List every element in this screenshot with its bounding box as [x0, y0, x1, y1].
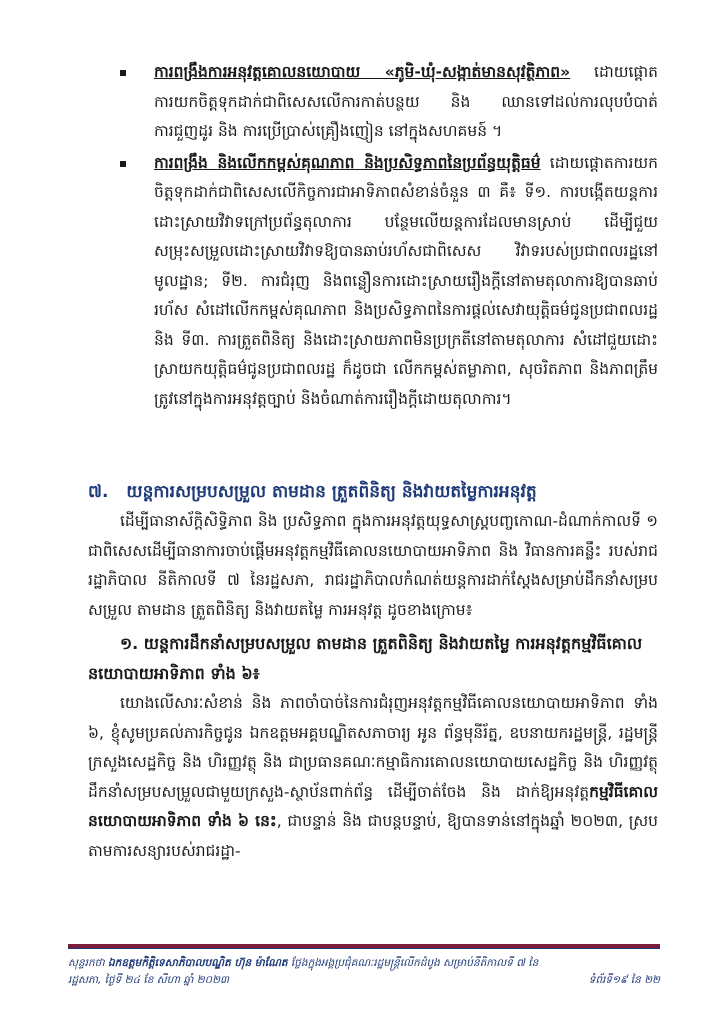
- section-heading: [88, 477, 658, 507]
- section-title: យន្តការសម្របសម្រួល តាមដាន ត្រួតពិនិត្យ និងវាយតម្លៃការអនុវត្ត: [126, 482, 537, 502]
- footer-date: រដ្ឋសភា, ថ្ងៃទី ២៤ ខែ សីហា ឆ្នាំ ២០២៣: [68, 974, 230, 986]
- bullet-icon: [120, 70, 126, 76]
- bullet-body: ដោយផ្តោតការយកចិត្តទុកដាក់ជាពិសេសលើកិច្ចការជាអាទិភាពសំខាន់ចំនួន ៣ គឺ៖ ទី១. ការបង្កើតយន្តការដោះស្រាយវិវាទក្រៅប្រព័ន្ធតុលាការ បន្ថែមលើយន្តការដែលមានស្រាប់ ដើម្បីជួយសម្រុះសម្រួលដោះស្រាយវិវាទឱ្យបានឆាប់រហ័សជាពិសេស វិវាទរបស់ប្រជាពលរដ្ឋនៅមូលដ្ឋាន; ទី២. ការជំរុញ និងពន្លឿនការដោះស្រាយរឿងក្តីនៅតាមតុលាការឱ្យបានឆាប់រហ័ស សំដៅលើកកម្ពស់គុណភាព និងប្រសិទ្ធភាពនៃការផ្តល់សេវាយុត្តិធម៌ជូនប្រជាពលរដ្ឋ និង ទី៣. ការត្រួតពិនិត្យ និងដោះស្រាយភាពមិនប្រក្រតីនៅតាមតុលាការ សំដៅជួយដោះស្រាយកយុត្តិធម៌ជូនប្រជាពលរដ្ឋ ក៏ដូចជា លើកកម្ពស់តម្លាភាព, សុចរិតភាព និងភាពត្រឹមត្រូវនៅក្នុងការអនុវត្តច្បាប់ និងចំណាត់ការរឿងក្តីដោយតុលាការ។: [154, 153, 658, 408]
- bullet-lead: ការពង្រឹងការអនុវត្តគោលនយោបាយ «ភូមិ-ឃុំ-សង្កាត់មានសុវត្ថិភាព»: [154, 63, 571, 81]
- bullet-icon: [120, 161, 126, 167]
- subsection-text-bold: កម្មវិធីគោលនយោបាយអាទិភាព ទាំង ៦ នេះ: [88, 782, 658, 830]
- footer-divider: [68, 944, 660, 949]
- subsection-text-a: យោងលើសារៈសំខាន់ និង ភាពចាំបាច់នៃការជំរុញអនុវត្តកម្មវិធីគោលនយោបាយអាទិភាព ទាំង ៦, ខ្ញុំសូមប្រគល់ភារកិច្ចជូន ឯកឧត្តមអគ្គបណ្ឌិតសភាចារ្យ អូន ព័ន្ធមុនីរ័ត្ន, ឧបនាយករដ្ឋមន្ត្រី, រដ្ឋមន្ត្រីក្រសួងសេដ្ឋកិច្ច និង ហិរញ្ញវត្ថុ និង ជាប្រធានគណៈកម្មាធិការគោលនយោបាយសេដ្ឋកិច្ច និង ហិរញ្ញវត្ថុ ដឹកនាំសម្របសម្រួលជាមួយក្រសួង-ស្ថាប័នពាក់ព័ន្ធ ដើម្បីចាត់ចែង និង ដាក់ឱ្យអនុវត្ត: [88, 694, 658, 801]
- subsection-heading: ១. យន្តការដឹកនាំសម្របសម្រួល តាមដាន ត្រួតពិនិត្យ និងវាយតម្លៃ ការអនុវត្តកម្មវិធីគោលនយោបាយអាទិភាព ទាំង ៦៖: [88, 634, 643, 683]
- section-number: ៧.: [88, 482, 109, 502]
- bullet-body: ដោយផ្តោតការយកចិត្តទុកដាក់ជាពិសេសលើការកាត់បន្ថយ និង ឈានទៅដល់ការលុបបំបាត់ ការជួញដូរ និង ការប្រើប្រាស់គ្រឿងញៀន នៅក្នុងសហគមន៍ ។: [154, 63, 658, 140]
- bullet-lead: ការពង្រឹង និងលើកកម្ពស់គុណភាព និងប្រសិទ្ធភាពនៃប្រព័ន្ធយុត្តិធម៌: [154, 153, 541, 172]
- page-number: ទំព័រទី១៩ នៃ ២២: [588, 974, 660, 986]
- bullet-item: [120, 149, 658, 415]
- page-footer: [68, 944, 660, 989]
- footer-occasion: ថ្លែងក្នុងអង្គប្រជុំគណៈរដ្ឋមន្ត្រីលើកដំបូង សម្រាប់នីតិកាលទី ៧ នៃ: [287, 957, 539, 969]
- bullet-list: [120, 58, 658, 414]
- subsection-text-b: , ជាបន្ទាន់ និង ជាបន្តបន្ទាប់, ឱ្យបានទាន់នៅក្នុងឆ្នាំ ២០២៣, ស្របតាមការសន្យារបស់រាជរដ្ឋា-: [88, 812, 658, 860]
- section-7: [88, 477, 658, 866]
- footer-speaker: ឯកឧត្តមកិត្តិទេសាភិបាលបណ្ឌិត ហ៊ុន ម៉ាណែត: [108, 957, 288, 969]
- bullet-item: [120, 58, 658, 147]
- footer-line-1: [68, 955, 660, 972]
- subsection-paragraph: [88, 689, 658, 866]
- section-intro-paragraph: ដើម្បីធានាស័ក្តិសិទ្ធិភាព និង ប្រសិទ្ធភាព ក្នុងការអនុវត្តយុទ្ធសាស្ត្របញ្ចកោណ-ដំណាក់កាលទី ១ ជាពិសេសដើម្បីធានាការចាប់ផ្តើមអនុវត្តកម្មវិធីគោលនយោបាយអាទិភាព និង វិធានការគន្លឹះ របស់រាជរដ្ឋាភិបាល នីតិកាលទី ៧ នៃរដ្ឋសភា, រាជរដ្ឋាភិបាលកំណត់យន្តការដាក់ស្តែងសម្រាប់ដឹកនាំសម្របសម្រួល តាមដាន ត្រួតពិនិត្យ និងវាយតម្លៃ ការអនុវត្ត ដូចខាងក្រោម៖: [88, 512, 658, 619]
- footer-prefix: សុន្ទរកថា: [68, 957, 108, 969]
- footer-line-2: [68, 972, 660, 989]
